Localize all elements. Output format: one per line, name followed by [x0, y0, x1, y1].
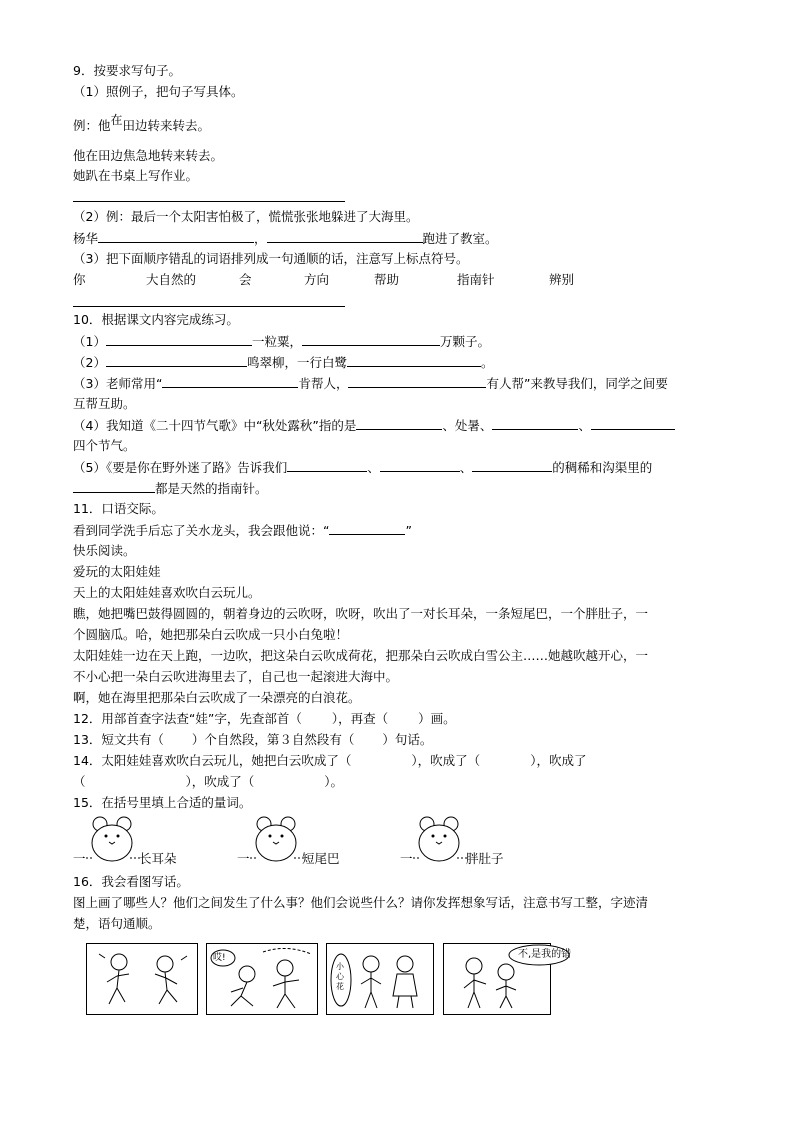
- example-answer: 他在田边焦急地转来转去。: [73, 148, 224, 163]
- q12: [73, 711, 456, 727]
- item-text: 有人帮”来教导我们，同学之间要: [486, 376, 668, 391]
- item-text: （4）我知道《二十四节气歌》中“秋处露秋”指的是: [73, 418, 357, 433]
- scrambled-word: 会: [239, 272, 252, 287]
- item-text: 肯帮人，: [298, 376, 349, 391]
- q16-description: 楚，语句通顺。: [73, 916, 161, 931]
- measure-label: 长耳朵: [139, 851, 177, 866]
- item-text: 、: [578, 418, 591, 433]
- item-text: （5）《要是你在野外迷了路》告诉我们: [73, 460, 288, 475]
- q14: [73, 753, 586, 769]
- mouse-cartoon-icon: [413, 814, 469, 864]
- q16-description: 图上画了哪些人？他们之间发生了什么事？他们会说些什么？请你发挥想象写话，注意书写工整，字迹清: [73, 895, 649, 910]
- example-insert-mark: 在: [110, 113, 123, 127]
- q16-title: 16．我会看图写话。: [73, 874, 189, 889]
- blank[interactable]: [106, 354, 247, 367]
- q-text: 14．太阳娃娃喜欢吹白云玩儿，她把白云吹成了（: [73, 753, 352, 768]
- q-text: ），再查（: [331, 711, 389, 726]
- scrambled-word: 指南针: [457, 272, 495, 287]
- q10-item2: [73, 354, 493, 371]
- item-text: 鸣翠柳，一行白鹭: [246, 355, 347, 370]
- q10-title: 10．根据课文内容完成练习。: [73, 312, 239, 327]
- scrambled-word: 辨别: [549, 272, 575, 287]
- q9-example: [73, 113, 211, 134]
- mouse-cartoon-icon: [250, 814, 306, 864]
- item-text: 、处暑、: [442, 418, 493, 433]
- measure-prefix: 一: [400, 851, 413, 866]
- comic-panel-3: [326, 943, 434, 1015]
- reading-paragraph: 不小心把一朵白云吹进海里去了，自己也一起滚进大海中。: [73, 669, 399, 684]
- q9-part2: （2）例：最后一个太阳害怕极了，慌慌张张地躲进了大海里。: [73, 209, 419, 224]
- item-text: 、: [367, 460, 380, 475]
- reading-paragraph: 太阳娃娃一边在天上跑，一边吹，把这朵白云吹成荷花，把那朵白云吹成白雪公主……她越吹越开心，一: [73, 648, 649, 663]
- q15-title: 15．在括号里填上合适的量词。: [73, 795, 252, 810]
- blank[interactable]: [591, 417, 675, 430]
- item-text: 。: [480, 355, 494, 370]
- reading-heading: 快乐阅读。: [73, 543, 136, 558]
- speech-bubble-text: 不,是我的错: [518, 949, 572, 960]
- answer-line[interactable]: [73, 201, 345, 202]
- item-text: 万颗子。: [439, 334, 490, 349]
- reading-paragraph: 瞧，她把嘴巴鼓得圆圆的，朝着身边的云吹呀，吹呀，吹出了一对长耳朵，一条短尾巴，一个胖肚子，一: [73, 606, 649, 621]
- blank[interactable]: [267, 230, 423, 243]
- blank[interactable]: [356, 417, 442, 430]
- q9-part2-fill: [73, 230, 498, 247]
- q10-item4: [73, 417, 675, 434]
- item-text: （3）老师常用“: [73, 376, 163, 391]
- answer-line[interactable]: [73, 306, 345, 307]
- q10-item3: [73, 375, 668, 392]
- q-text: ），吹成了（: [185, 774, 255, 789]
- scrambled-word: 你: [73, 272, 86, 287]
- measure-prefix: 一: [237, 851, 250, 866]
- reading-paragraph: 个圆脑瓜。哈，她把那朵白云吹成一只小白兔啦！: [73, 627, 349, 642]
- scrambled-word: 大自然的: [146, 272, 197, 287]
- blank[interactable]: [98, 230, 254, 243]
- item-text: 一粒粟，: [251, 334, 302, 349]
- item-num: （2）: [73, 355, 106, 370]
- q10-item1: [73, 333, 490, 350]
- blank[interactable]: [162, 375, 298, 388]
- q9-title: 9．按要求写句子。: [73, 63, 181, 78]
- q10-item5: [73, 459, 652, 476]
- blank[interactable]: [492, 417, 578, 430]
- measure-label: 胖肚子: [466, 851, 504, 866]
- q-text: ）个自然段，第３自然段有（: [191, 732, 355, 747]
- scrambled-word: 方向: [304, 272, 330, 287]
- q9-task-sentence: 她趴在书桌上写作业。: [73, 168, 199, 183]
- q-text: ），吹成了: [530, 753, 587, 768]
- comic-panel-1: [86, 943, 198, 1015]
- measure-label: 短尾巴: [302, 851, 340, 866]
- scrambled-word: 帮助: [374, 272, 400, 287]
- q10-item5-cont: [73, 480, 268, 497]
- blank[interactable]: [302, 333, 440, 346]
- q10-item4-cont: 四个节气。: [73, 438, 136, 453]
- q10-item3-cont: 互帮互助。: [73, 396, 136, 411]
- item-text: 的稠稀和沟渠里的: [552, 460, 653, 475]
- blank[interactable]: [348, 375, 486, 388]
- q9-part3: （3）把下面顺序错乱的词语排列成一句通顺的话，注意写上标点符号。: [73, 251, 469, 266]
- reading-paragraph: 天上的太阳娃娃喜欢吹白云玩儿。: [73, 585, 261, 600]
- blank[interactable]: [347, 354, 481, 367]
- comic-panel-2: [206, 943, 318, 1015]
- q-text: ），吹成了（: [411, 753, 481, 768]
- blank[interactable]: [329, 522, 405, 535]
- reading-title: 爱玩的太阳娃娃: [73, 564, 161, 579]
- sign-text: 小心花: [336, 962, 344, 991]
- q-text: ）句话。: [382, 732, 433, 747]
- q11-prompt: [73, 522, 412, 539]
- q11-title: 11．口语交际。: [73, 501, 164, 516]
- q9-part1: （1）照例子，把句子写具体。: [73, 84, 244, 99]
- q13: [73, 732, 432, 748]
- q14-cont: [73, 774, 343, 790]
- reading-paragraph: 啊，她在海里把那朵白云吹成了一朵漂亮的白浪花。: [73, 690, 361, 705]
- speech-bubble-text: 哎!: [213, 953, 226, 963]
- q-text: （: [73, 774, 86, 789]
- fill-start: 杨华: [73, 231, 99, 246]
- q-text: ）画。: [418, 711, 456, 726]
- measure-prefix: 一: [73, 851, 86, 866]
- q-text: ）。: [324, 774, 344, 789]
- example-prefix: 例：他: [73, 118, 111, 133]
- blank[interactable]: [106, 333, 252, 346]
- item-num: （1）: [73, 334, 106, 349]
- mouse-cartoon-icon: [86, 814, 142, 864]
- prompt-text: ”: [405, 523, 412, 538]
- fill-end: 跑进了教室。: [422, 231, 498, 246]
- prompt-text: 看到同学洗手后忘了关水龙头，我会跟他说：“: [73, 523, 330, 538]
- q-text: 12．用部首查字法查“娃”字，先查部首（: [73, 711, 302, 726]
- example-suffix: 田边转来转去。: [122, 118, 211, 133]
- blank[interactable]: [472, 459, 552, 472]
- item-text: 都是天然的指南针。: [155, 481, 268, 496]
- blank[interactable]: [73, 480, 155, 493]
- item-text: 、: [459, 460, 473, 475]
- q-text: 13．短文共有（: [73, 732, 164, 747]
- fill-comma: ，: [254, 231, 267, 246]
- blank[interactable]: [287, 459, 367, 472]
- blank[interactable]: [380, 459, 460, 472]
